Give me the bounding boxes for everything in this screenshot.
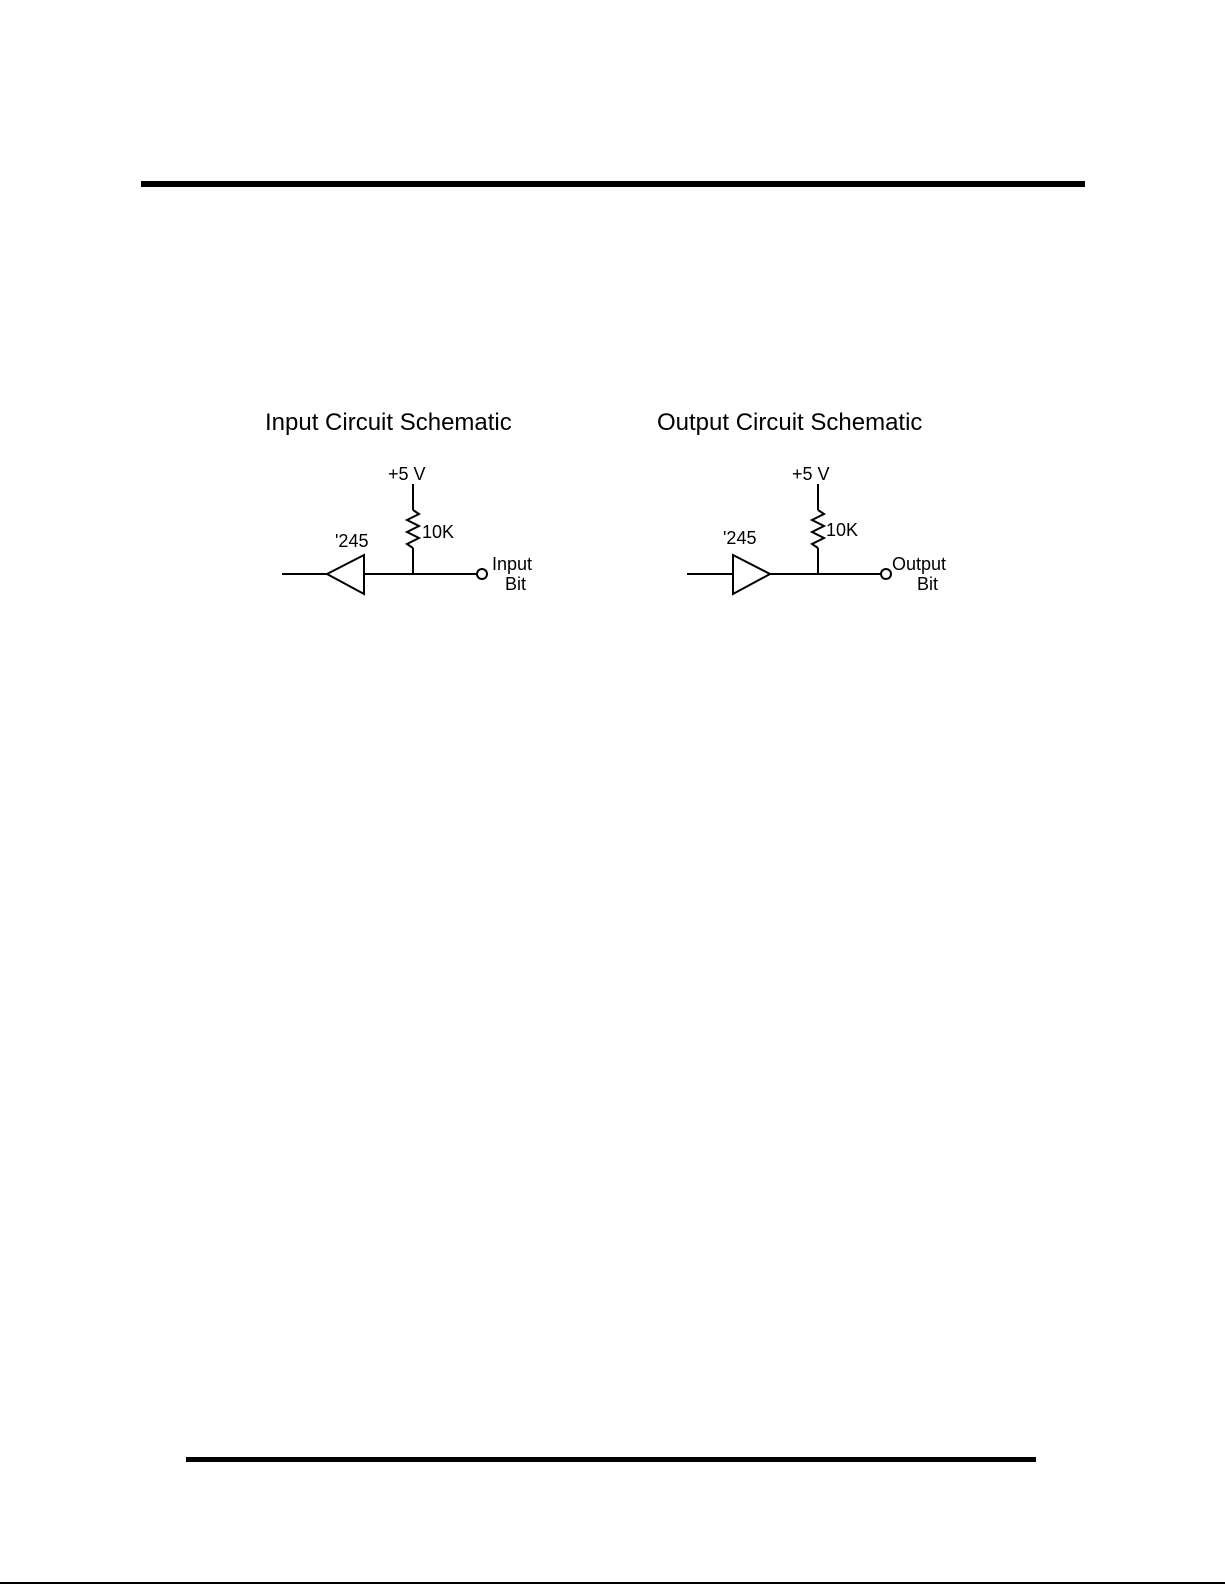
input-buffer-symbol (327, 555, 364, 594)
input-schematic-title: Input Circuit Schematic (265, 409, 512, 436)
output-resistor-label: 10K (826, 520, 859, 540)
output-buffer-label: '245 (723, 528, 757, 548)
output-buffer-symbol (733, 555, 770, 594)
output-supply-label: +5 V (792, 464, 830, 484)
input-pullup-resistor (407, 510, 419, 548)
input-circuit-schematic (265, 409, 532, 594)
input-terminal-label-line2: Bit (505, 574, 527, 594)
output-schematic-title: Output Circuit Schematic (657, 409, 923, 436)
input-resistor-label: 10K (422, 522, 455, 542)
page-edge-line (0, 1582, 1225, 1584)
output-pullup-resistor (812, 510, 824, 548)
output-circuit-schematic (657, 409, 946, 594)
input-buffer-label: '245 (335, 531, 369, 551)
input-bit-terminal (477, 569, 487, 579)
footer-rule (186, 1457, 1036, 1462)
output-terminal-label-line2: Bit (917, 574, 939, 594)
input-terminal-label-line1: Input (492, 554, 533, 574)
output-bit-terminal (881, 569, 891, 579)
input-supply-label: +5 V (388, 464, 426, 484)
output-terminal-label-line1: Output (892, 554, 947, 574)
